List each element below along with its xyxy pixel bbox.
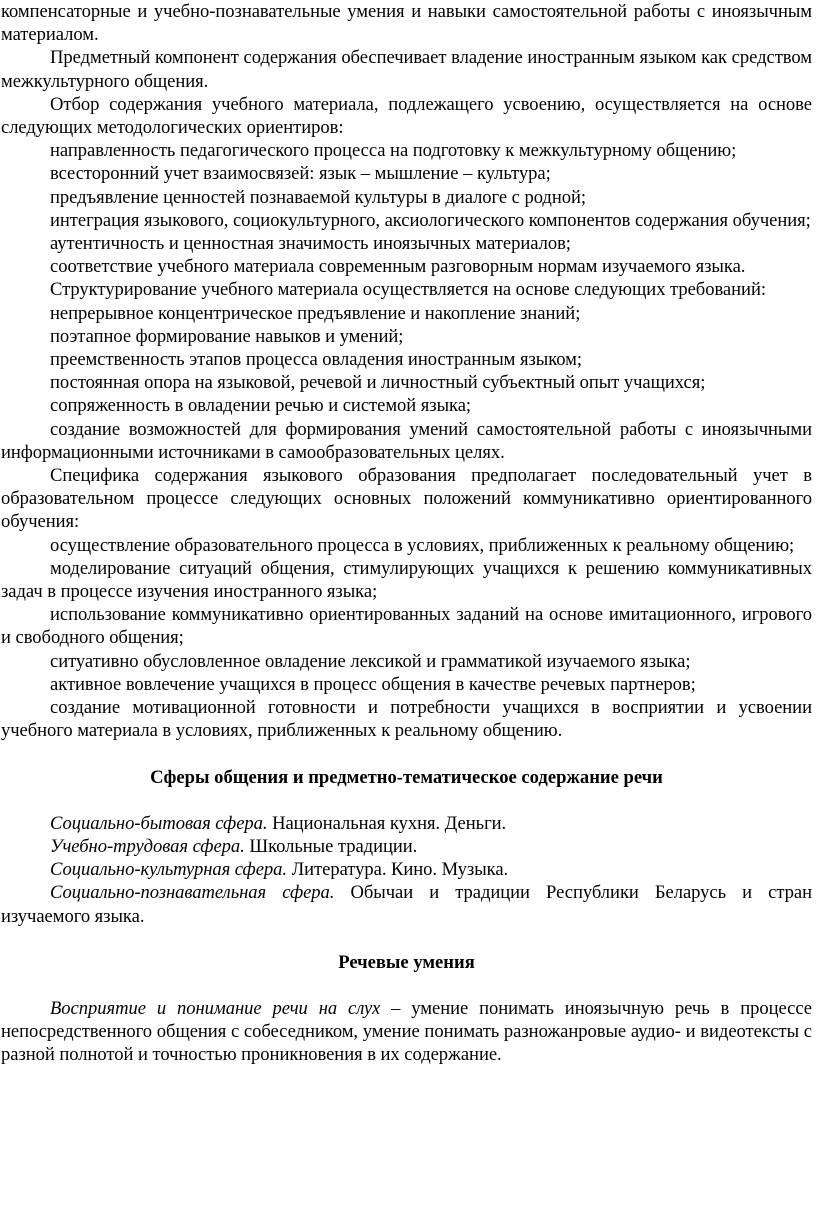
- list-item: моделирование ситуаций общения, стимулирующих учащихся к решению коммуникативных задач в процессе изучения иностранного языка;: [1, 557, 812, 603]
- section-heading-spheres: Сферы общения и предметно-тематическое содержание речи: [150, 766, 663, 788]
- sphere-text: Школьные традиции.: [244, 835, 418, 857]
- list-item: сопряженность в овладении речью и системой языка;: [50, 395, 472, 417]
- sphere-item: [1, 812, 812, 835]
- sphere-text: Литература. Кино. Музыка.: [287, 859, 509, 881]
- sphere-item: [1, 858, 812, 881]
- skill-text: – умение понимать иноязычную речь в процессе непосредственного общения с собеседником, умение понимать разножанровые аудио- и видеотексты с разной полнотой и точностью проникновения в их содержание.: [1, 997, 812, 1066]
- skills-paragraph: [1, 997, 812, 1067]
- sphere-text: Обычаи и традиции Республики Беларусь и стран изучаемого языка.: [1, 882, 812, 927]
- list-item: интеграция языкового, социокультурного, аксиологического компонентов содержания обучения;: [50, 209, 811, 231]
- paragraph: Структурирование учебного материала осуществляется на основе следующих требований:: [50, 279, 766, 301]
- list-item: предъявление ценностей познаваемой культуры в диалоге с родной;: [50, 186, 587, 208]
- sphere-label: Социально-познавательная сфера.: [50, 882, 335, 904]
- spheres-section: [1, 812, 812, 928]
- paragraph: компенсаторные и учебно-познавательные умения и навыки самостоятельной работы с иноязычным материалом.: [1, 1, 812, 46]
- paragraph: Предметный компонент содержания обеспечивает владение иностранным языком как средством межкультурного общения.: [1, 47, 812, 92]
- list-item: постоянная опора на языковой, речевой и личностный субъектный опыт учащихся;: [50, 372, 706, 394]
- skills-section: [1, 997, 812, 1067]
- sphere-label: Социально-культурная сфера.: [50, 859, 287, 881]
- list-item: ситуативно обусловленное овладение лексикой и грамматикой изучаемого языка;: [50, 650, 691, 672]
- list-item: осуществление образовательного процесса в условиях, приближенных к реальному общению;: [50, 534, 795, 556]
- list-item: аутентичность и ценностная значимость иноязычных материалов;: [50, 233, 571, 255]
- sphere-label: Учебно-трудовая сфера.: [50, 835, 245, 857]
- sphere-text: Национальная кухня. Деньги.: [267, 812, 507, 834]
- list-item: активное вовлечение учащихся в процесс общения в качестве речевых партнеров;: [50, 673, 696, 695]
- list-item: преемственность этапов процесса овладения иностранным языком;: [50, 349, 582, 371]
- list-item: создание возможностей для формирования умений самостоятельной работы с иноязычными информационными источниками в самообразовательных целях.: [1, 418, 812, 463]
- sphere-item: [1, 835, 812, 858]
- paragraph: Отбор содержания учебного материала, подлежащего усвоению, осуществляется на основе следующих методологических ориентиров:: [1, 93, 812, 139]
- list-item: всесторонний учет взаимосвязей: язык – мышление – культура;: [50, 163, 551, 185]
- skill-label: Восприятие и понимание речи на слух: [50, 997, 381, 1019]
- list-item: использование коммуникативно ориентированных заданий на основе имитационного, игрового и свободного общения;: [1, 604, 812, 649]
- sphere-label: Социально-бытовая сфера.: [50, 812, 268, 834]
- list-item: направленность педагогического процесса на подготовку к межкультурному общению;: [50, 140, 737, 162]
- top-section: [1, 0, 812, 743]
- list-item: непрерывное концентрическое предъявление и накопление знаний;: [50, 302, 581, 324]
- sphere-item: [1, 881, 812, 927]
- list-item: соответствие учебного материала современным разговорным нормам изучаемого языка.: [50, 256, 746, 278]
- list-item: поэтапное формирование навыков и умений;: [50, 325, 404, 347]
- section-heading-skills: Речевые умения: [338, 951, 475, 973]
- list-item: создание мотивационной готовности и потребности учащихся в восприятии и усвоении учебного материала в условиях, приближенных к реальному общению.: [1, 697, 812, 742]
- paragraph: Специфика содержания языкового образования предполагает последовательный учет в образовательном процессе следующих основных положений коммуникативно ориентированного обучения:: [1, 465, 812, 533]
